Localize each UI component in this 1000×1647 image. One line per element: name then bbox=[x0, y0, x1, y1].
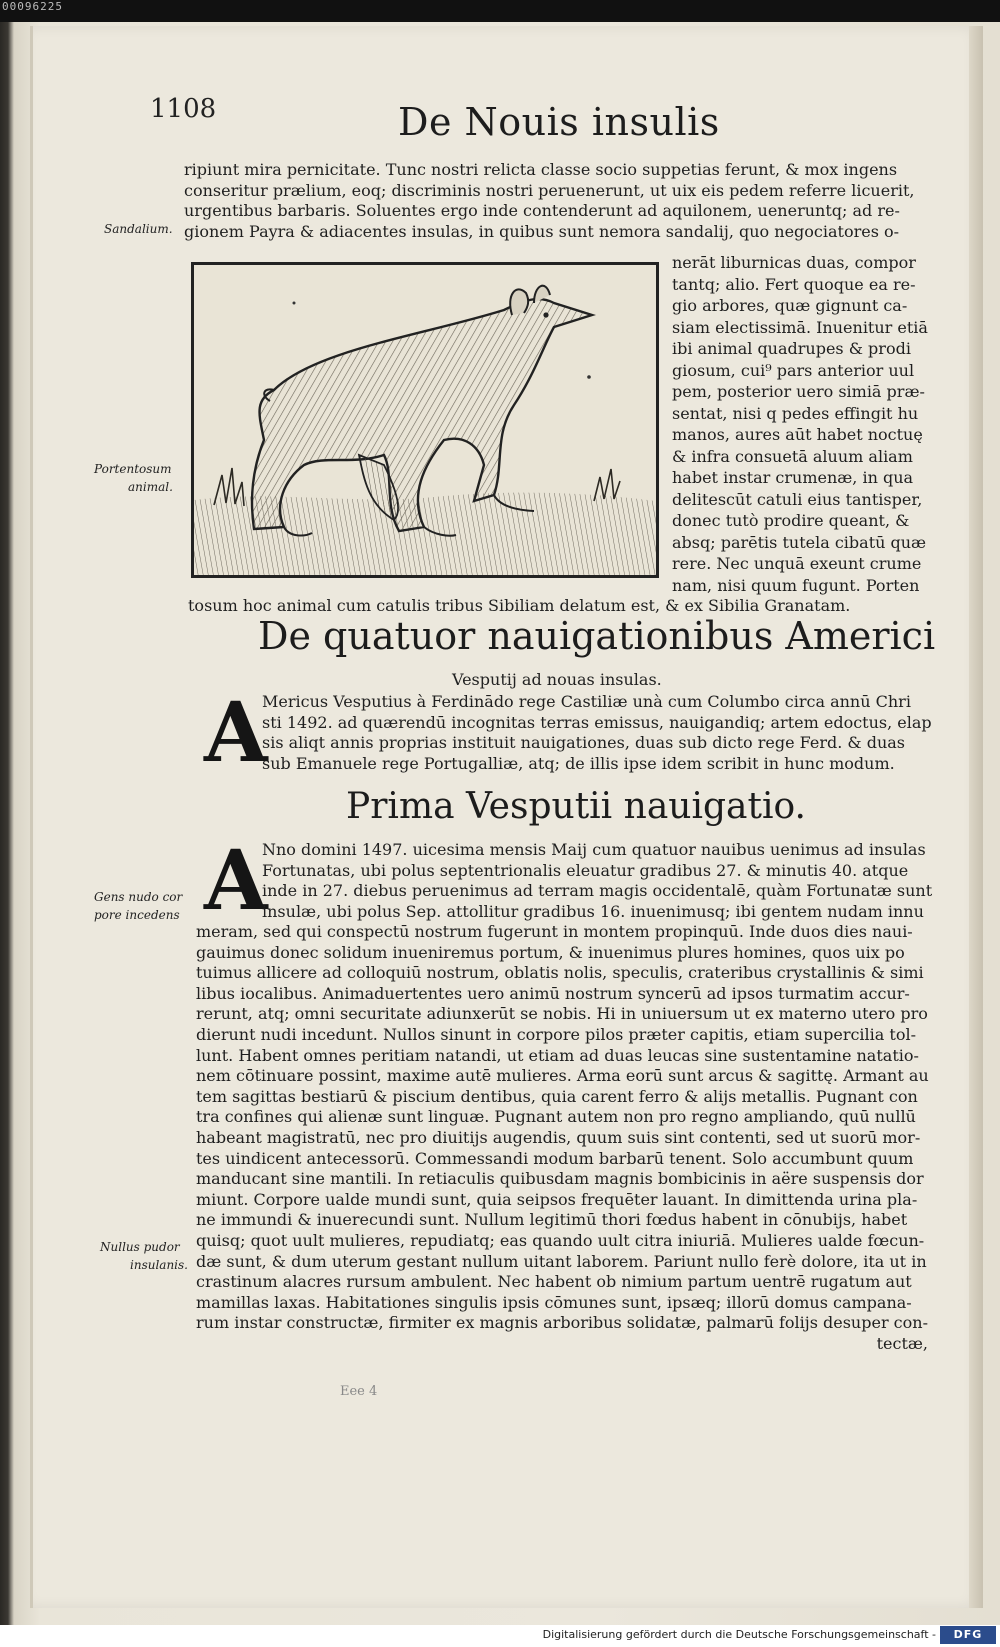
text-line: giosum, cui⁹ pars anterior uul bbox=[672, 360, 915, 380]
text-line: nam, nisi quum fugunt. Porten bbox=[672, 575, 920, 595]
text-line: gio arbores, quæ gignunt ca- bbox=[672, 296, 908, 315]
scan-top-bar bbox=[0, 0, 1000, 22]
page-edge bbox=[969, 26, 983, 1608]
dfg-logo-icon[interactable]: DFG bbox=[940, 1626, 996, 1644]
section-heading-prima: Prima Vesputii nauigatio. bbox=[346, 786, 806, 827]
text-line: tosum hoc animal cum catulis tribus Sibiliam delatum est, & ex Sibilia Granatam. bbox=[188, 596, 851, 615]
text-line: delitescūt catuli eius tantisper, bbox=[672, 489, 923, 509]
section1-paragraph bbox=[262, 692, 932, 774]
text-line: pem, posterior uero simiā præ- bbox=[672, 382, 925, 401]
text-line: insulæ, ubi polus Sep. attollitur gradibus 16. inuenimusq; ibi gentem nudam innu bbox=[262, 901, 924, 921]
signature-mark: Eee 4 bbox=[340, 1384, 378, 1399]
text-line: dæ sunt, & dum uterum gestant nullum uitant laborem. Pariunt nullo ferè dolore, ita ut in bbox=[196, 1251, 927, 1271]
text-line: mamillas laxas. Habitationes singulis ipsis cōmunes sunt, ipsæq; illorū domus campana- bbox=[196, 1292, 912, 1312]
text-line: crastinum alacres rursum ambulent. Nec habent ob nimium partum uentrē rugatum aut bbox=[196, 1272, 912, 1292]
text-line: sentat, nisi q pedes effingit hu bbox=[672, 403, 919, 423]
text-line: quisq; quot uult mulieres, repudiatq; eas quando uult citra iniuriā. Mulieres ualde fœcun- bbox=[196, 1230, 925, 1250]
text-line: habet instar crumenæ, in qua bbox=[672, 468, 914, 487]
text-line: gionem Payra & adiacentes insulas, in quibus sunt nemora sandalij, quo negociatores o- bbox=[184, 221, 900, 241]
section-heading-quatuor: De quatuor nauigationibus Americi bbox=[258, 614, 936, 658]
footer-bar bbox=[0, 1625, 1000, 1647]
text-line: donec tutò prodire queant, & bbox=[672, 511, 910, 530]
running-title: De Nouis insulis bbox=[398, 100, 720, 144]
text-line: ne immundi & inuerecundi sunt. Nullum legitimū thori fœdus habent in cōnubijs, habet bbox=[196, 1210, 908, 1230]
catchword: tectæ, bbox=[876, 1333, 928, 1353]
text-line: libus iocalibus. Animaduertentes uero animū nostrum syncerū ad ipsos turmatim accur- bbox=[196, 983, 910, 1003]
text-line: absq; parētis tutela cibatū quæ bbox=[672, 532, 927, 552]
text-line: Mericus Vesputius à Ferdinādo rege Castiliæ unà cum Columbo circa annū Chri bbox=[262, 692, 911, 711]
text-line: ibi animal quadrupes & prodi bbox=[672, 339, 911, 358]
text-line: manducant sine mantili. In retiaculis quibusdam magnis bombicinis in aëre suspensis dor bbox=[196, 1169, 924, 1189]
text-line: nerāt liburnicas duas, compor bbox=[672, 253, 916, 272]
text-line: nem cōtinuare possint, maxime autē mulieres. Arma eorū sunt arcus & sagittę. Armant au bbox=[196, 1066, 929, 1086]
text-line: meram, sed qui conspectū nostrum fugerunt in montem propinquū. Inde duos dies naui- bbox=[196, 922, 913, 941]
text-line: habeant magistratū, nec pro diuitijs augendis, quum suis sint contenti, sed ut suorū mor- bbox=[196, 1127, 921, 1147]
text-line: conseritur prælium, eoq; discriminis nostri peruenerunt, ut uix eis pedem referre licuerit, bbox=[184, 180, 915, 200]
section2-paragraph bbox=[196, 922, 936, 1354]
text-line: sti 1492. ad quærendū incognitas terras emissus, nauigandiq; artem edoctus, elap bbox=[262, 712, 932, 732]
text-line: Fortunatas, ubi polus septentrionalis eleuatur gradibus 27. & minutis 40. atque bbox=[262, 860, 909, 880]
margin-note-portentosum: Portentosum animal. bbox=[94, 462, 173, 494]
text-line: ripiunt mira pernicitate. Tunc nostri relicta classe socio suppetias ferunt, & mox ingens bbox=[184, 160, 898, 179]
text-line: rerunt, atq; omni securitate adiunxerūt se nobis. Hi in uniuersum ut ex materno utero pro bbox=[196, 1004, 928, 1024]
dropcap-letter: A bbox=[204, 833, 268, 929]
text-line: lunt. Habent omnes peritiam natandi, ut etiam ad duas leucas sine sustentamine natatio- bbox=[196, 1045, 919, 1065]
text-line: tes uindicent antecessorū. Commessandi modum barbarū tenent. Solo accumbunt quum bbox=[196, 1148, 914, 1168]
text-line: & infra consuetā aluum aliam bbox=[672, 446, 913, 466]
text-line: dierunt nudi incedunt. Nullos sinunt in corpore pilos præter capitis, etiam supercilia tol- bbox=[196, 1024, 916, 1044]
text-line: tra confines qui alienæ sunt linguæ. Pugnant autem non pro regno ampliando, quū nullū bbox=[196, 1107, 916, 1127]
dropcap-letter: A bbox=[204, 685, 268, 781]
text-line: gauimus donec solidum inueniremus portum, & inuenimus plures homines, quos uix po bbox=[196, 942, 905, 962]
scan-id: 00096225 bbox=[2, 0, 63, 13]
text-line: tem sagittas bestiarū & piscium dentibus, quia carent ferro & alijs metallis. Pugnant con bbox=[196, 1086, 918, 1106]
section-subtitle: Vesputij ad nouas insulas. bbox=[452, 670, 662, 689]
text-line: sub Emanuele rege Portugalliæ, atq; de illis ipse idem scribit in hunc modum. bbox=[262, 753, 895, 773]
woodcut-illustration bbox=[191, 262, 659, 578]
section2-indented-lines bbox=[262, 840, 932, 922]
text-line: Nno domini 1497. uicesima mensis Maij cum quatuor nauibus uenimus ad insulas bbox=[262, 840, 926, 859]
margin-note-sandalium: Sandalium. bbox=[104, 222, 173, 236]
text-line: rere. Nec unquā exeunt crume bbox=[672, 554, 922, 573]
animal-woodcut-image bbox=[194, 265, 656, 575]
text-line: siam electissimā. Inuenitur etiā bbox=[672, 317, 928, 337]
text-line: tantq; alio. Fert quoque ea re- bbox=[672, 274, 916, 294]
text-line: urgentibus barbaris. Soluentes ergo inde contenderunt ad aquilonem, ueneruntq; ad re- bbox=[184, 201, 900, 221]
text-line: miunt. Corpore ualde mundi sunt, quia seipsos frequēter lauant. In dimittenda urina pla- bbox=[196, 1189, 918, 1209]
top-text-block bbox=[184, 160, 924, 242]
text-line: rum instar constructæ, firmiter ex magnis arboribus solidatæ, palmarū folijs desuper con- bbox=[196, 1313, 928, 1333]
margin-note-gens: Gens nudo cor pore incedens bbox=[94, 890, 183, 922]
page-number: 1108 bbox=[150, 94, 217, 124]
text-line: inde in 27. diebus peruenimus ad terram magis occidentalē, quàm Fortunatæ sunt bbox=[262, 881, 933, 901]
text-line: sis aliqt annis proprias instituit nauigationes, duas sub dicto rege Ferd. & duas bbox=[262, 733, 906, 753]
side-text-column bbox=[672, 252, 932, 596]
text-line: manos, aures aūt habet noctuę bbox=[672, 425, 923, 444]
text-line: tuimus allicere ad colloquiū nostrum, oblatis nolis, speculis, crateribus crystallinis & simi bbox=[196, 963, 924, 983]
footer-credit: Digitalisierung gefördert durch die Deutsche Forschungsgemeinschaft - bbox=[542, 1628, 936, 1641]
margin-note-nullus: Nullus pudor insulanis. bbox=[100, 1240, 188, 1272]
